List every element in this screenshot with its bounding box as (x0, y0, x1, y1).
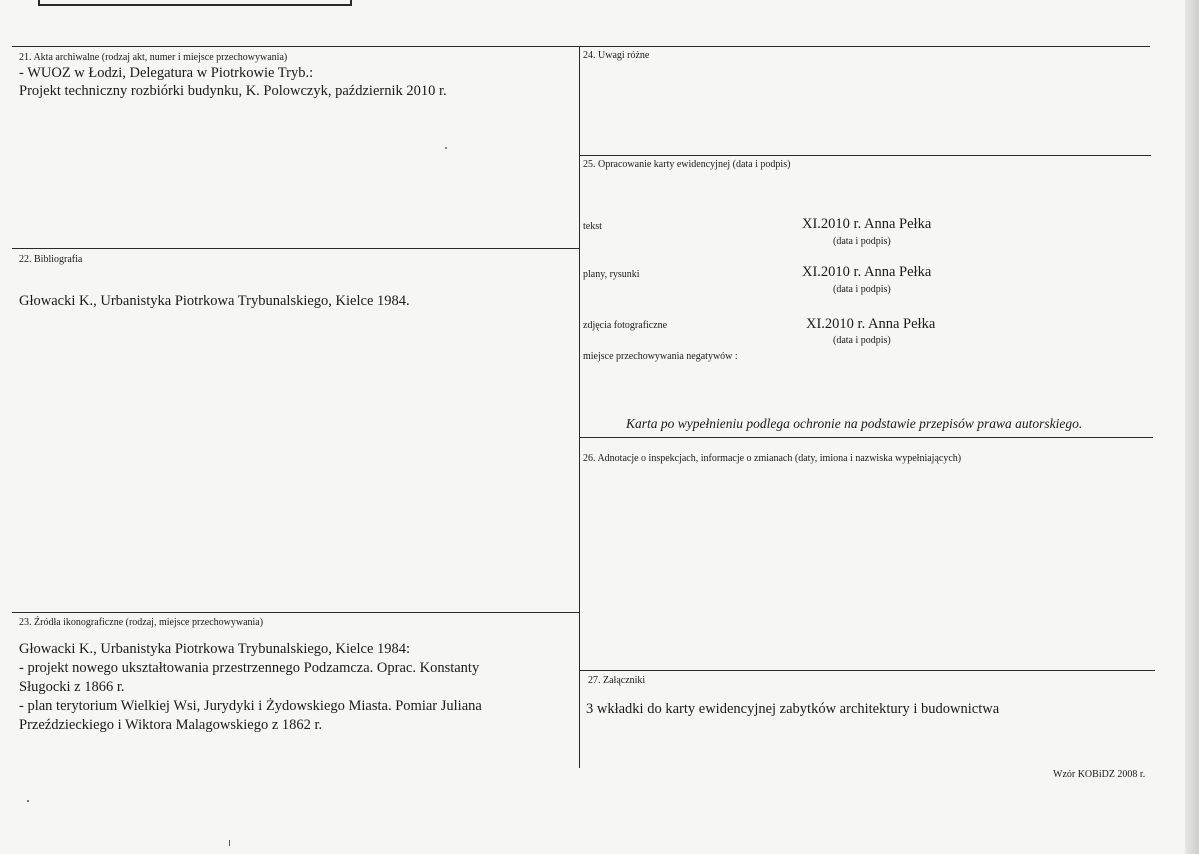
s25-notice: Karta po wypełnieniu podlega ochronie na podstawie przepisów prawa autorskiego. (626, 416, 1083, 431)
s25-row-zdjecia-sub: (data i podpis) (833, 335, 891, 346)
s21-line-2: Projekt techniczny rozbiórki budynku, K. Polowczyk, październik 2010 r. (19, 83, 447, 99)
scan-speck (27, 800, 29, 802)
s25-row-tekst-sub: (data i podpis) (833, 236, 891, 247)
s23-line-5: Przeździeckiego i Wiktora Malagowskiego z 1862 r. (19, 717, 323, 733)
s23-line-3: Sługocki z 1866 r. (19, 679, 125, 695)
line-22-23 (12, 612, 579, 613)
s25-row-plany-value: XI.2010 r. Anna Pełka (802, 264, 932, 280)
line-24-25 (579, 155, 1151, 156)
top-border-box (38, 0, 352, 6)
s23-label: 23. Źródła ikonograficzne (rodzaj, miejsce przechowywania) (19, 617, 264, 628)
s27-text: 3 wkładki do karty ewidencyjnej zabytków architektury i budownictwa (586, 701, 1000, 717)
line-top (12, 46, 1150, 47)
s25-negatives: miejsce przechowywania negatywów : (583, 351, 738, 362)
scan-speck (229, 840, 230, 846)
s23-line-4: - plan terytorium Wielkiej Wsi, Jurydyki i Żydowskiego Miasta. Pomiar Juliana (19, 698, 482, 714)
s25-row-zdjecia-value: XI.2010 r. Anna Pełka (806, 316, 936, 332)
s22-text: Głowacki K., Urbanistyka Piotrkowa Trybunalskiego, Kielce 1984. (19, 293, 410, 309)
s25-row-plany-name: plany, rysunki (583, 269, 640, 280)
s25-row-zdjecia-name: zdjęcia fotograficzne (583, 320, 668, 331)
s21-line-1: - WUOZ w Łodzi, Delegatura w Piotrkowie Tryb.: (19, 65, 314, 81)
s23-line-2: - projekt nowego ukształtowania przestrzennego Podzamcza. Oprac. Konstanty (19, 660, 480, 676)
s25-label: 25. Opracowanie karty ewidencyjnej (data i podpis) (583, 159, 791, 170)
s25-row-plany-sub: (data i podpis) (833, 284, 891, 295)
footer-template-note: Wzór KOBiDZ 2008 r. (1053, 769, 1146, 780)
line-26-27 (579, 670, 1155, 671)
line-25-26 (579, 437, 1153, 438)
scan-edge (1185, 0, 1199, 854)
s24-label: 24. Uwagi różne (583, 50, 650, 61)
s23-line-1: Głowacki K., Urbanistyka Piotrkowa Trybunalskiego, Kielce 1984: (19, 641, 411, 657)
s25-row-tekst-value: XI.2010 r. Anna Pełka (802, 216, 932, 232)
s21-label: 21. Akta archiwalne (rodzaj akt, numer i miejsce przechowywania) (19, 52, 288, 63)
s25-row-tekst-name: tekst (583, 221, 602, 232)
s27-label: 27. Załączniki (588, 675, 646, 686)
s22-label: 22. Bibliografia (19, 254, 83, 265)
s26-label: 26. Adnotacje o inspekcjach, informacje o zmianach (daty, imiona i nazwiska wypełniających) (583, 453, 962, 464)
line-21-22 (12, 248, 579, 249)
scan-speck (445, 147, 447, 149)
